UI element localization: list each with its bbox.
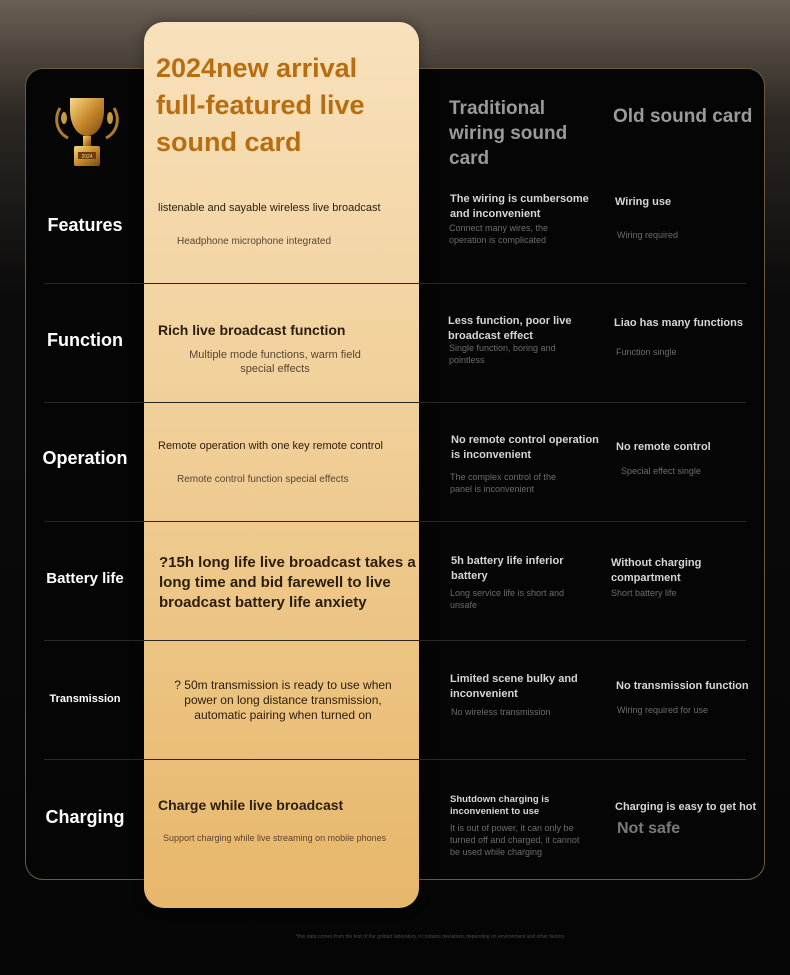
trophy-plate-text: 2024 — [81, 154, 93, 160]
old-transmission-sub: Wiring required for use — [617, 705, 709, 715]
new-feature-main: listenable and sayable wireless live broadcast — [158, 202, 381, 214]
traditional-function-sub: Single function, boring and pointless — [449, 343, 556, 365]
new-battery-main: ?15h long life live broadcast takes a long time and bid farewell to live broadcast battery life anxiety — [159, 554, 416, 611]
old-operation-main: No remote control — [616, 441, 711, 453]
traditional-feature-main: The wiring is cumbersome and inconvenient — [450, 193, 589, 220]
traditional-charging-main: Shutdown charging is inconvenient to use — [450, 794, 550, 817]
new-transmission-main: ? 50m transmission is ready to use when power on long distance transmission, automatic pairing when turned on — [174, 678, 392, 722]
old-feature-main: Wiring use — [615, 196, 672, 208]
new-charging-main: Charge while live broadcast — [158, 797, 344, 813]
traditional-charging-sub: It is out of power, it can only be turned off and charged, it cannot be used while charging — [450, 823, 580, 857]
new-function-main: Rich live broadcast function — [158, 322, 346, 338]
row-divider — [44, 521, 746, 522]
row-divider — [44, 402, 746, 403]
traditional-operation-main: No remote control operation is inconvenient — [451, 434, 599, 461]
new-charging-sub: Support charging while live streaming on mobile phones — [163, 833, 387, 843]
old-battery-sub: Short battery life — [611, 588, 677, 598]
traditional-battery-sub: Long service life is short and unsafe — [450, 588, 565, 610]
row-divider — [44, 759, 746, 760]
old-function-main: Liao has many functions — [614, 317, 743, 329]
old-feature-sub: Wiring required — [617, 230, 679, 240]
old-function-sub: Function single — [616, 347, 677, 357]
old-column-header: Old sound card — [613, 106, 753, 127]
old-charging-main: Charging is easy to get hot — [615, 801, 757, 813]
traditional-operation-sub: The complex control of the panel is inconvenient — [450, 472, 557, 494]
new-operation-sub: Remote control function special effects — [177, 474, 349, 485]
traditional-transmission-main: Limited scene bulky and inconvenient — [450, 673, 578, 700]
new-operation-main: Remote operation with one key remote control — [158, 440, 384, 452]
row-label-features: Features — [47, 215, 123, 235]
trophy-icon — [52, 90, 122, 170]
row-label-function: Function — [47, 330, 123, 350]
old-transmission-main: No transmission function — [616, 680, 749, 692]
traditional-function-main: Less function, poor live broadcast effect — [448, 315, 572, 342]
row-divider — [44, 640, 746, 641]
traditional-column-header: Traditional wiring sound card — [449, 98, 568, 169]
row-divider — [44, 283, 746, 284]
row-label-transmission: Transmission — [49, 693, 121, 705]
old-charging-sub: Not safe — [617, 820, 681, 837]
product-title: 2024new arrival full-featured live sound card — [156, 53, 365, 157]
row-label-charging: Charging — [45, 807, 125, 827]
row-label-operation: Operation — [42, 448, 128, 468]
traditional-transmission-sub: No wireless transmission — [451, 707, 551, 717]
old-operation-sub: Special effect single — [621, 466, 701, 476]
new-function-sub: Multiple mode functions, warm field special effects — [189, 349, 361, 375]
old-battery-main: Without charging compartment — [611, 557, 702, 584]
new-feature-sub: Headphone microphone integrated — [177, 236, 331, 247]
footnote: *this data comes from the test of the goldart laboratory, it contains deviations depending on environment and other factors — [295, 934, 565, 940]
row-label-battery-life: Battery life — [46, 570, 124, 587]
traditional-feature-sub: Connect many wires, the operation is complicated — [449, 223, 549, 245]
traditional-battery-main: 5h battery life inferior battery — [451, 555, 564, 582]
